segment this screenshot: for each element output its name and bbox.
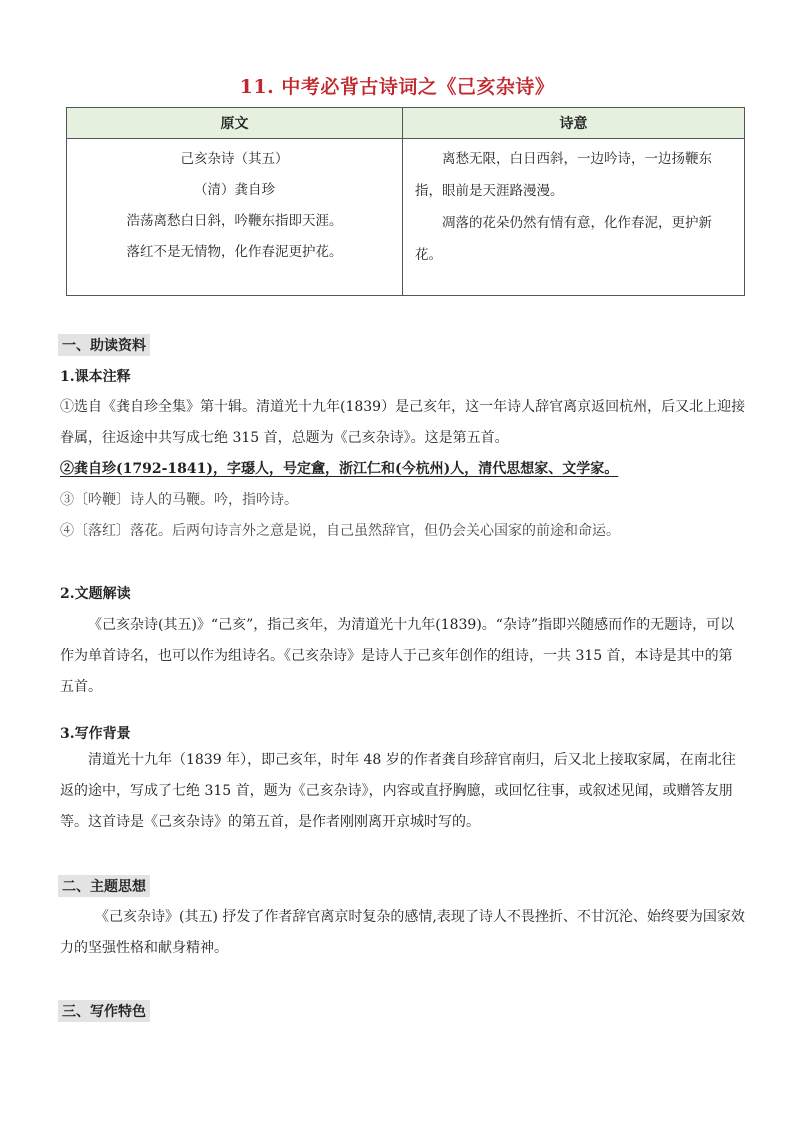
poem-table [66, 107, 745, 296]
column-header-original: 原文 [67, 108, 403, 139]
meaning-cell [403, 139, 745, 296]
note-4: ④〔落红〕落花。后两句诗言外之意是说，自己虽然辞官，但仍会关心国家的前途和命运。 [60, 523, 620, 539]
table-header-row [67, 108, 745, 139]
table-row [67, 139, 745, 296]
note-1: ①选自《龚自珍全集》第十辑。清道光十九年(1839）是己亥年，这一年诗人辞官离京返回杭州，后又北上迎接眷属，往返途中共写成七绝 315 首，总题为《己亥杂诗》。这是第五首。 [60, 399, 746, 446]
subheading-title-interpretation: 2.文题解读 [60, 586, 131, 602]
title-interpretation-text: 《己亥杂诗(其五)》“己亥”，指己亥年，为清道光十九年(1839)。“杂诗”指即兴随感而作的无题诗，可以作为单首诗名，也可以作为组诗名。《己亥杂诗》是诗人于己亥年创作的组诗，一共 315 首，本诗是其中的第五首。 [60, 617, 735, 695]
poem-title: 己亥杂诗（其五） [180, 151, 289, 167]
poem-line: 浩荡离愁白日斜，吟鞭东指即天涯。 [126, 213, 343, 229]
section-heading-reading-aids: 一、助读资料 [58, 334, 150, 356]
subheading-background: 3.写作背景 [60, 726, 131, 742]
poem-author: （清）龚自珍 [194, 182, 275, 198]
section-heading-writing-features: 三、写作特色 [58, 1000, 150, 1022]
meaning-paragraph: 离愁无限，白日西斜，一边吟诗，一边扬鞭东指，眼前是天涯路漫漫。 [415, 151, 712, 199]
background-text: 清道光十九年（1839 年），即己亥年，时年 48 岁的作者龚自珍辞官南归，后又北上接取家属，在南北往返的途中，写成了七绝 315 首，题为《己亥杂诗》，内容或直抒胸臆，或回忆往事，或叙述见闻，或赠答友朋等。这首诗是《己亥杂诗》的第五首，是作者刚刚离开京城时写的。 [60, 752, 736, 830]
page-title: 11. 中考必背古诗词之《己亥杂诗》 [239, 76, 555, 98]
note-2: ②龚自珍(1792-1841)，字璱人，号定盦，浙江仁和(今杭州)人，清代思想家、文学家。 [60, 461, 619, 477]
meaning-paragraph: 凋落的花朵仍然有情有意，化作春泥，更护新花。 [415, 215, 712, 263]
subheading-textbook-notes: 1.课本注释 [60, 369, 131, 385]
section-heading-theme: 二、主题思想 [58, 875, 150, 897]
theme-text: 《己亥杂诗》(其五) 抒发了作者辞官离京时复杂的感情,表现了诗人不畏挫折、不甘沉沦、始终要为国家效力的坚强性格和献身精神。 [60, 909, 745, 956]
original-text-cell [67, 139, 403, 296]
note-3: ③〔吟鞭〕诗人的马鞭。吟，指吟诗。 [60, 492, 298, 508]
column-header-meaning: 诗意 [403, 108, 745, 139]
poem-line: 落红不是无情物，化作春泥更护花。 [126, 244, 343, 260]
